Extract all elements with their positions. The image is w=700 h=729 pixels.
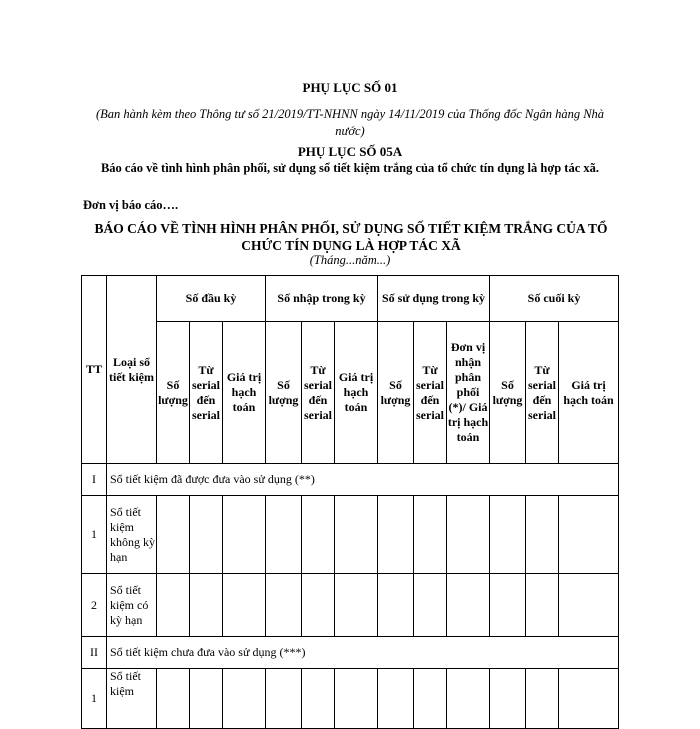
sub-value-header: Giá trị hạch toán — [335, 322, 378, 464]
group-used-header: Số sử dụng trong kỳ — [378, 276, 490, 322]
row-tt: 1 — [82, 496, 107, 574]
group-imported-header: Số nhập trong kỳ — [266, 276, 378, 322]
report-description: Báo cáo về tình hình phân phối, sử dụng sổ tiết kiệm trắng của tổ chức tín dụng là hợp tác xã. — [100, 161, 600, 175]
row-tt: 1 — [82, 669, 107, 729]
report-title: BÁO CÁO VỀ TÌNH HÌNH PHÂN PHỐI, SỬ DỤNG SỐ TIẾT KIỆM TRẮNG CỦA TỔ CHỨC TÍN DỤNG LÀ HỢP TÁC XÃ — [94, 221, 608, 253]
group-closing-header: Số cuối kỳ — [490, 276, 619, 322]
sub-qty-header: Số lượng — [490, 322, 526, 464]
sub-qty-header: Số lượng — [157, 322, 190, 464]
appendix-sub-title: PHỤ LỤC SỐ 05A — [297, 144, 403, 159]
row-label: Sổ tiết kiệm đã được đưa vào sử dụng (**) — [107, 464, 619, 496]
sub-serial-header: Từ serial đến serial — [414, 322, 447, 464]
header-row-groups — [82, 276, 619, 322]
sub-serial-header: Từ serial đến serial — [190, 322, 223, 464]
table-row — [82, 669, 619, 729]
sub-serial-header: Từ serial đến serial — [302, 322, 335, 464]
reporting-unit: Đơn vị báo cáo…. — [83, 198, 179, 212]
row-tt: 2 — [82, 574, 107, 637]
row-label: Sổ tiết kiệm — [107, 669, 157, 729]
issued-note: (Ban hành kèm theo Thông tư số 21/2019/TT-NHNN ngày 14/11/2019 của Thống đốc Ngân hàng Nhà nước) — [95, 107, 605, 138]
row-tt: I — [82, 464, 107, 496]
row-label: Sổ tiết kiệm có kỳ hạn — [107, 574, 157, 637]
table-row — [82, 496, 619, 574]
sub-qty-header: Số lượng — [266, 322, 302, 464]
row-label: Sổ tiết kiệm chưa đưa vào sử dụng (***) — [107, 637, 619, 669]
sub-value-header: Giá trị hạch toán — [559, 322, 619, 464]
report-table — [81, 275, 619, 729]
header-row-sub — [82, 322, 619, 464]
row-label: Sổ tiết kiệm không kỳ hạn — [107, 496, 157, 574]
row-tt: II — [82, 637, 107, 669]
sub-value-header: Giá trị hạch toán — [223, 322, 266, 464]
report-period: (Tháng...năm...) — [309, 253, 391, 267]
group-opening-header: Số đầu kỳ — [157, 276, 266, 322]
table-row — [82, 637, 619, 669]
table-row — [82, 464, 619, 496]
sub-unit-value-header: Đơn vị nhận phân phối (*)/ Giá trị hạch toán — [447, 322, 490, 464]
col-type-header: Loại sổ tiết kiệm — [107, 276, 157, 464]
sub-serial-header: Từ serial đến serial — [526, 322, 559, 464]
sub-qty-header: Số lượng — [378, 322, 414, 464]
appendix-title: PHỤ LỤC SỐ 01 — [302, 80, 398, 95]
col-tt-header: TT — [82, 276, 107, 464]
table-row — [82, 574, 619, 637]
